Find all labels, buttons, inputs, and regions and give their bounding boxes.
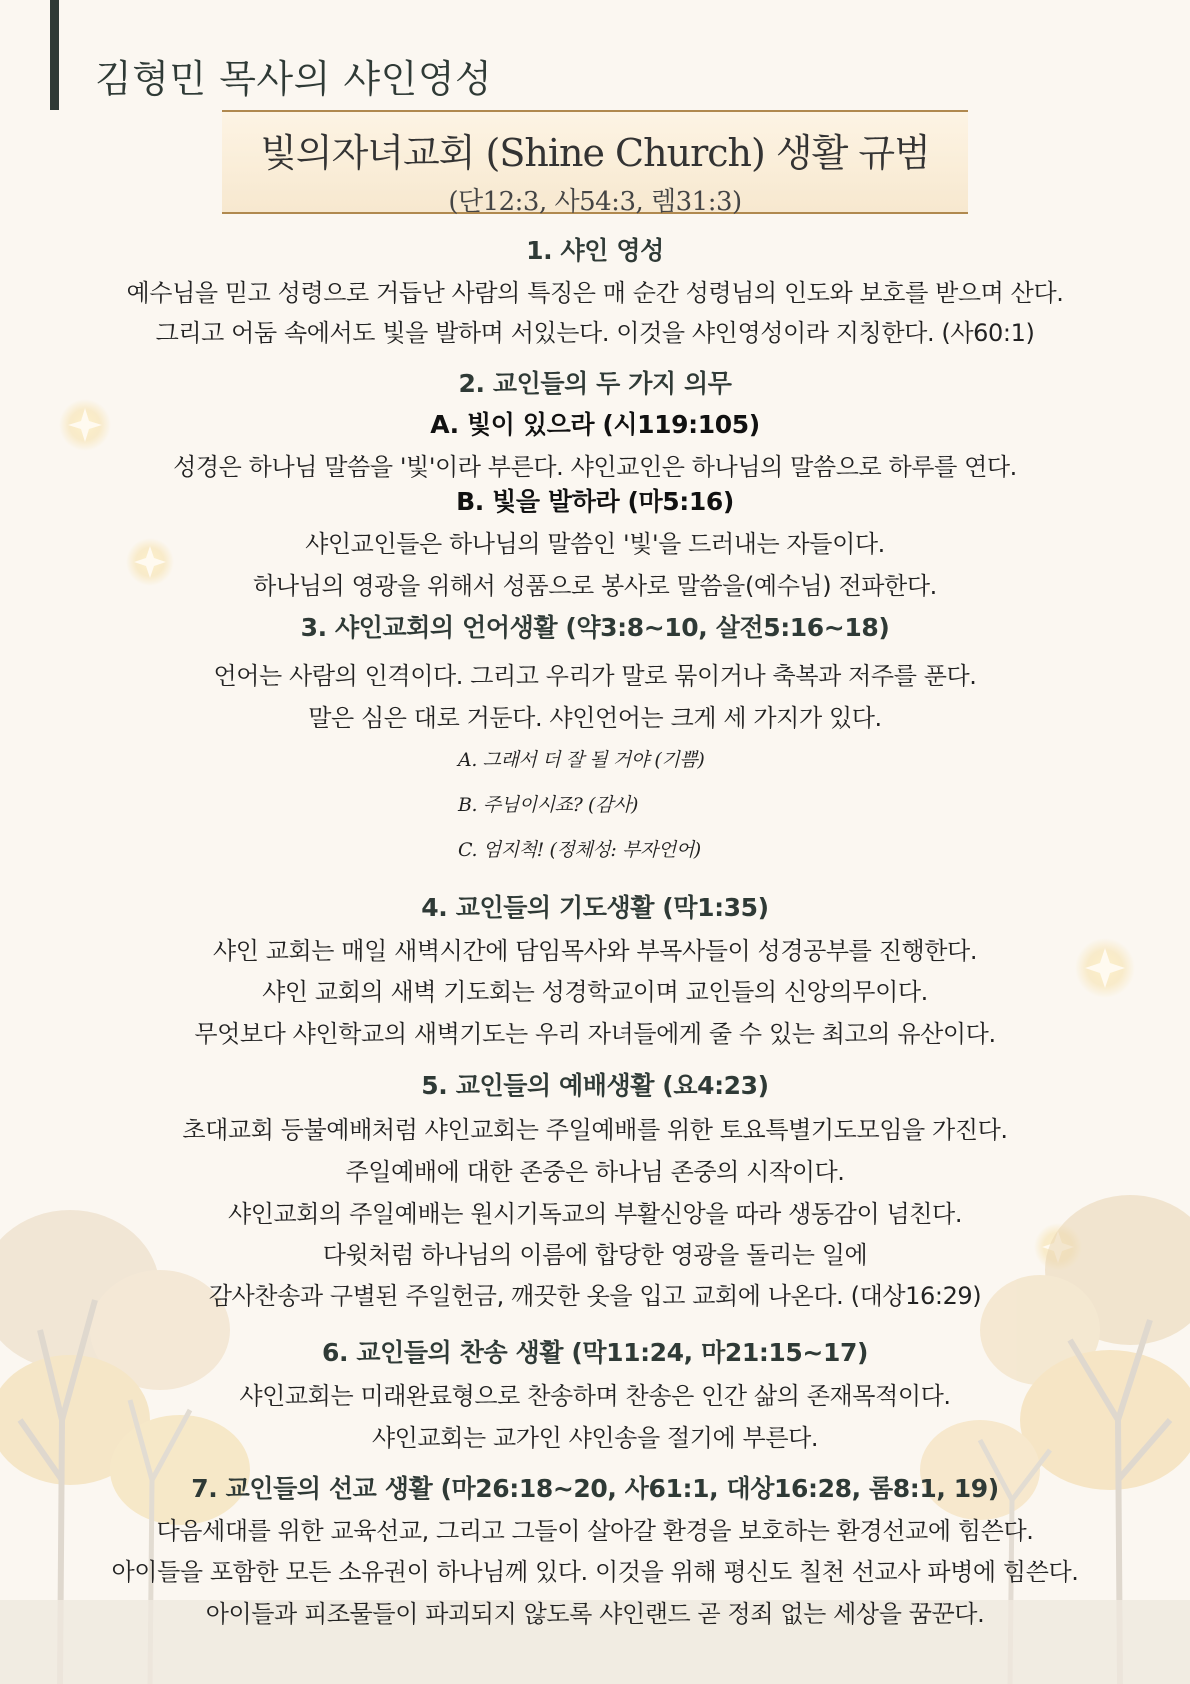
body-line: 언어는 사람의 인격이다. 그리고 우리가 말로 묶이거나 축복과 저주를 푼다. (213, 662, 977, 690)
body-line: 성경은 하나님 말씀을 '빛'이라 부른다. 샤인교인은 하나님의 말씀으로 하루를 연다. (173, 453, 1017, 481)
handwritten-item: B. 주님이시죠? (감사) (458, 794, 638, 816)
body-line: 무엇보다 샤인학교의 새벽기도는 우리 자녀들에게 줄 수 있는 최고의 유산이다. (194, 1020, 996, 1048)
section-heading: 6. 교인들의 찬송 생활 (막11:24, 마21:15~17) (322, 1338, 868, 1367)
body-line: 샤인 교회의 새벽 기도회는 성경학교이며 교인들의 신앙의무이다. (262, 978, 928, 1006)
accent-bar (50, 0, 59, 110)
body-line: 초대교회 등불예배처럼 샤인교회는 주일예배를 위한 토요특별기도모임을 가진다. (182, 1116, 1008, 1144)
page-title: 빛의자녀교회 (Shine Church) 생활 규범 (260, 131, 930, 175)
body-line: 감사찬송과 구별된 주일헌금, 깨끗한 옷을 입고 교회에 나온다. (대상16:29) (208, 1282, 982, 1310)
body-line: 말은 심은 대로 거둔다. 샤인언어는 크게 세 가지가 있다. (308, 704, 882, 732)
body-line: 아이들을 포함한 모든 소유권이 하나님께 있다. 이것을 위해 평신도 칠천 선교사 파병에 힘쓴다. (111, 1558, 1079, 1586)
body-line: 샤인교회는 교가인 샤인송을 절기에 부른다. (371, 1424, 819, 1452)
section-heading: 3. 샤인교회의 언어생활 (약3:8~10, 살전5:16~18) (300, 613, 890, 642)
body-line: 예수님을 믿고 성령으로 거듭난 사람의 특징은 매 순간 성령님의 인도와 보호를 받으며 산다. (126, 279, 1064, 307)
author-heading: 김형민 목사의 샤인영성 (95, 57, 493, 101)
title-references: (단12:3, 사54:3, 렘31:3) (448, 187, 742, 217)
body-line: 아이들과 피조물들이 파괴되지 않도록 샤인랜드 곧 정죄 없는 세상을 꿈꾼다. (205, 1600, 985, 1628)
body-line: 다윗처럼 하나님의 이름에 합당한 영광을 돌리는 일에 (322, 1241, 868, 1269)
section-heading: 7. 교인들의 선교 생활 (마26:18~20, 사61:1, 대상16:28, 롬8:1, 19) (191, 1474, 999, 1503)
section-heading: 4. 교인들의 기도생활 (막1:35) (421, 893, 769, 922)
body-line: 하나님의 영광을 위해서 성품으로 봉사로 말씀을(예수님) 전파한다. (253, 572, 937, 600)
body-line: 다음세대를 위한 교육선교, 그리고 그들이 살아갈 환경을 보호하는 환경선교에 힘쓴다. (156, 1517, 1034, 1545)
title-box (222, 110, 968, 217)
handwritten-item: C. 엄지척! (정체성: 부자언어) (458, 839, 701, 861)
body-line: 샤인교인들은 하나님의 말씀인 '빛'을 드러내는 자들이다. (305, 530, 885, 558)
handwritten-item: A. 그래서 더 잘 될 거야 (기쁨) (458, 749, 705, 771)
section-heading: 5. 교인들의 예배생활 (요4:23) (421, 1071, 769, 1100)
subheading: A. 빛이 있으라 (시119:105) (430, 410, 760, 439)
body-line: 그리고 어둠 속에서도 빛을 발하며 서있는다. 이것을 샤인영성이라 지칭한다. (사60:1) (155, 319, 1035, 347)
body-line: 샤인교회의 주일예배는 원시기독교의 부활신앙을 따라 생동감이 넘친다. (227, 1200, 963, 1228)
section-heading: 1. 샤인 영성 (526, 236, 664, 265)
body-line: 샤인 교회는 매일 새벽시간에 담임목사와 부목사들이 성경공부를 진행한다. (212, 937, 978, 965)
subheading: B. 빛을 발하라 (마5:16) (456, 487, 734, 516)
body-line: 샤인교회는 미래완료형으로 찬송하며 찬송은 인간 삶의 존재목적이다. (239, 1382, 951, 1410)
body-line: 주일예배에 대한 존중은 하나님 존중의 시작이다. (345, 1158, 845, 1186)
section-heading: 2. 교인들의 두 가지 의무 (458, 369, 732, 398)
